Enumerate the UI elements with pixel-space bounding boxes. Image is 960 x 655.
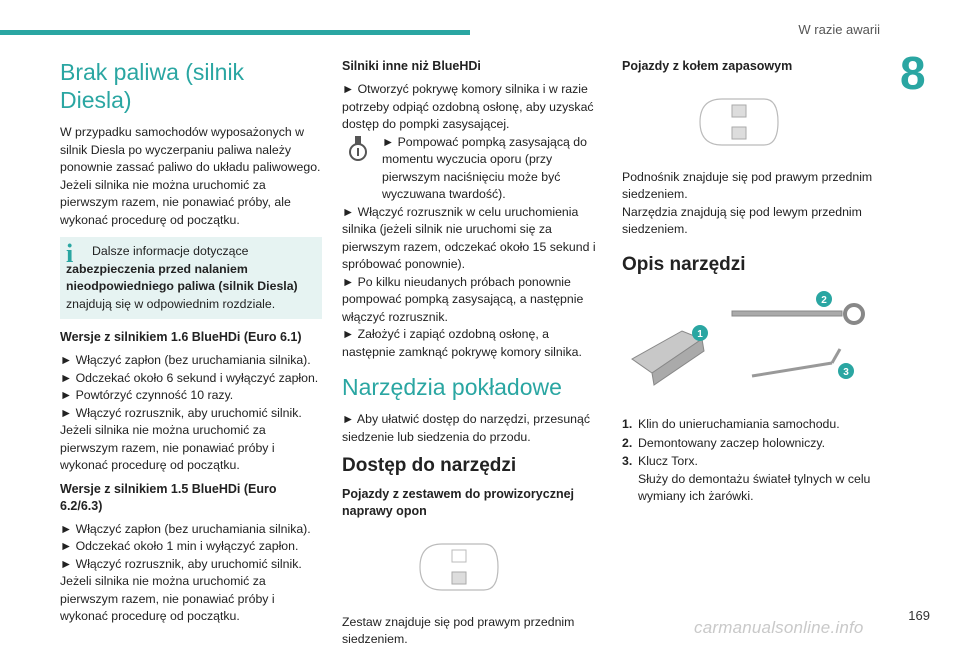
step: ► Założyć i zapiąć ozdobną osłonę, a następnie zamknąć pokrywę komory silnika. [342,327,582,359]
note-line-2: zabezpieczenia przed nalaniem nieodpowiedniego paliwa (silnik Diesla) [66,261,298,293]
step: ► Po kilku nieudanych próbach ponownie pompować pompką zasysającą, a następnie włączyć rozrusznik. [342,274,584,324]
column-2 [342,52,604,655]
step: ► Włączyć rozrusznik, aby uruchomić silnik. [60,556,302,571]
retry-paragraph: Jeżeli silnika nie można uruchomić za pierwszym razem, nie ponawiać próby i wykonać procedurę od początku. [60,574,275,623]
heading-euro62: Wersje z silnikiem 1.5 BlueHDi (Euro 6.2/6.3) [60,481,277,513]
column-1 [60,52,322,632]
retry-paragraph: Jeżeli silnika nie można uruchomić za pierwszym razem, nie ponawiać próby i wykonać procedurę od początku. [60,423,275,472]
list-item: 2. Demontowany zaczep holowniczy. [622,435,826,450]
step: ► Powtórzyć czynność 10 razy. [60,388,234,402]
info-note [60,237,322,319]
chapter-number: 8 [900,47,926,99]
wheel-chock-icon [632,328,704,385]
step: ► Włączyć rozrusznik, aby uruchomić silnik. [60,405,302,420]
tools-illustration [622,291,882,401]
car-topview-spare-icon [692,93,782,151]
watermark: carmanualsonline.info [694,618,864,637]
tools-intro: ► Aby ułatwić dostęp do narzędzi, przesunąć siedzenie lub siedzenia do przodu. [342,412,590,444]
heading-tool-access: Dostęp do narzędzi [342,455,517,476]
callout-label: 2 [821,294,827,306]
car-topview-kit-icon [412,538,502,596]
step: ► Odczekać około 6 sekund i wyłączyć zapłon. [60,370,319,385]
column-3 [622,52,884,507]
torx-key-description: Służy do demontażu świateł tylnych w celu wymiany ich żarówki. [638,471,871,503]
step: ► Włączyć zapłon (bez uruchamiania silnika). [60,521,311,536]
heading-tools: Narzędzia pokładowe [342,374,562,400]
step: ► Otworzyć pokrywę komory silnika i w razie potrzeby odpiąć ozdobną osłonę, aby uzyskać dostęp do pompki zasysającej. [342,82,594,131]
towing-eye-icon [732,305,863,323]
step: ► Odczekać około 1 min i wyłączyć zapłon. [60,539,299,553]
tools-location: Narzędzia znajdują się pod lewym przednim siedzeniem. [622,204,862,236]
note-line-3: znajdują się w odpowiednim rozdziale. [66,296,276,311]
pump-step-text: ► Pompować pompką zasysającą do momentu wyczucia oporu (przy pierwszym naciśnięciu może być wyczuwana twardość). [382,134,587,201]
jack-location: Podnośnik znajduje się pod prawym przednim siedzeniem. [622,169,873,201]
info-icon: i [66,239,74,268]
kit-location: Zestaw znajduje się pod prawym przednim siedzeniem. [342,614,575,646]
header-accent-bar [0,30,470,35]
list-item: 1. Klin do unieruchamiania samochodu. [622,417,840,431]
tools-list [622,416,884,506]
intro-paragraph: W przypadku samochodów wyposażonych w silnik Diesla po wyczerpaniu paliwa należy ponownie zassać paliwo do układu paliwowego. Jeżeli silnika nie można uruchomić za pierwszym razem, nie ponawiać próby, ale wykonać procedurę od początku. [60,125,321,227]
list-item: 3. Klucz Torx. Służy do demontażu świateł tylnych w celu wymiany ich żarówki. [622,454,871,503]
heading-euro61: Wersje z silnikiem 1.6 BlueHDi (Euro 6.1) [60,330,302,344]
callout-label: 3 [843,366,849,378]
pump-icon [344,134,372,162]
callout-label: 1 [697,328,703,340]
heading-repair-kit: Pojazdy z zestawem do prowizorycznej naprawy opon [342,487,575,518]
heading-fuel: Brak paliwa (silnik Diesla) [60,59,245,113]
pump-step [342,134,604,204]
heading-spare-wheel: Pojazdy z kołem zapasowym [622,59,793,73]
heading-tool-description: Opis narzędzi [622,253,746,275]
step: ► Włączyć zapłon (bez uruchamiania silnika). [60,353,311,367]
step: ► Włączyć rozrusznik w celu uruchomienia silnika (jeżeli silnik nie uruchomi się za pierwszym razem, odczekać około 15 sekund i spróbować ponownie). [342,204,596,271]
heading-other-engines: Silniki inne niż BlueHDi [342,59,481,73]
page-number: 169 [908,608,930,623]
torx-key-icon [752,349,840,376]
section-title: W razie awarii [798,22,880,37]
note-line-1: Dalsze informacje dotyczące [92,244,249,258]
